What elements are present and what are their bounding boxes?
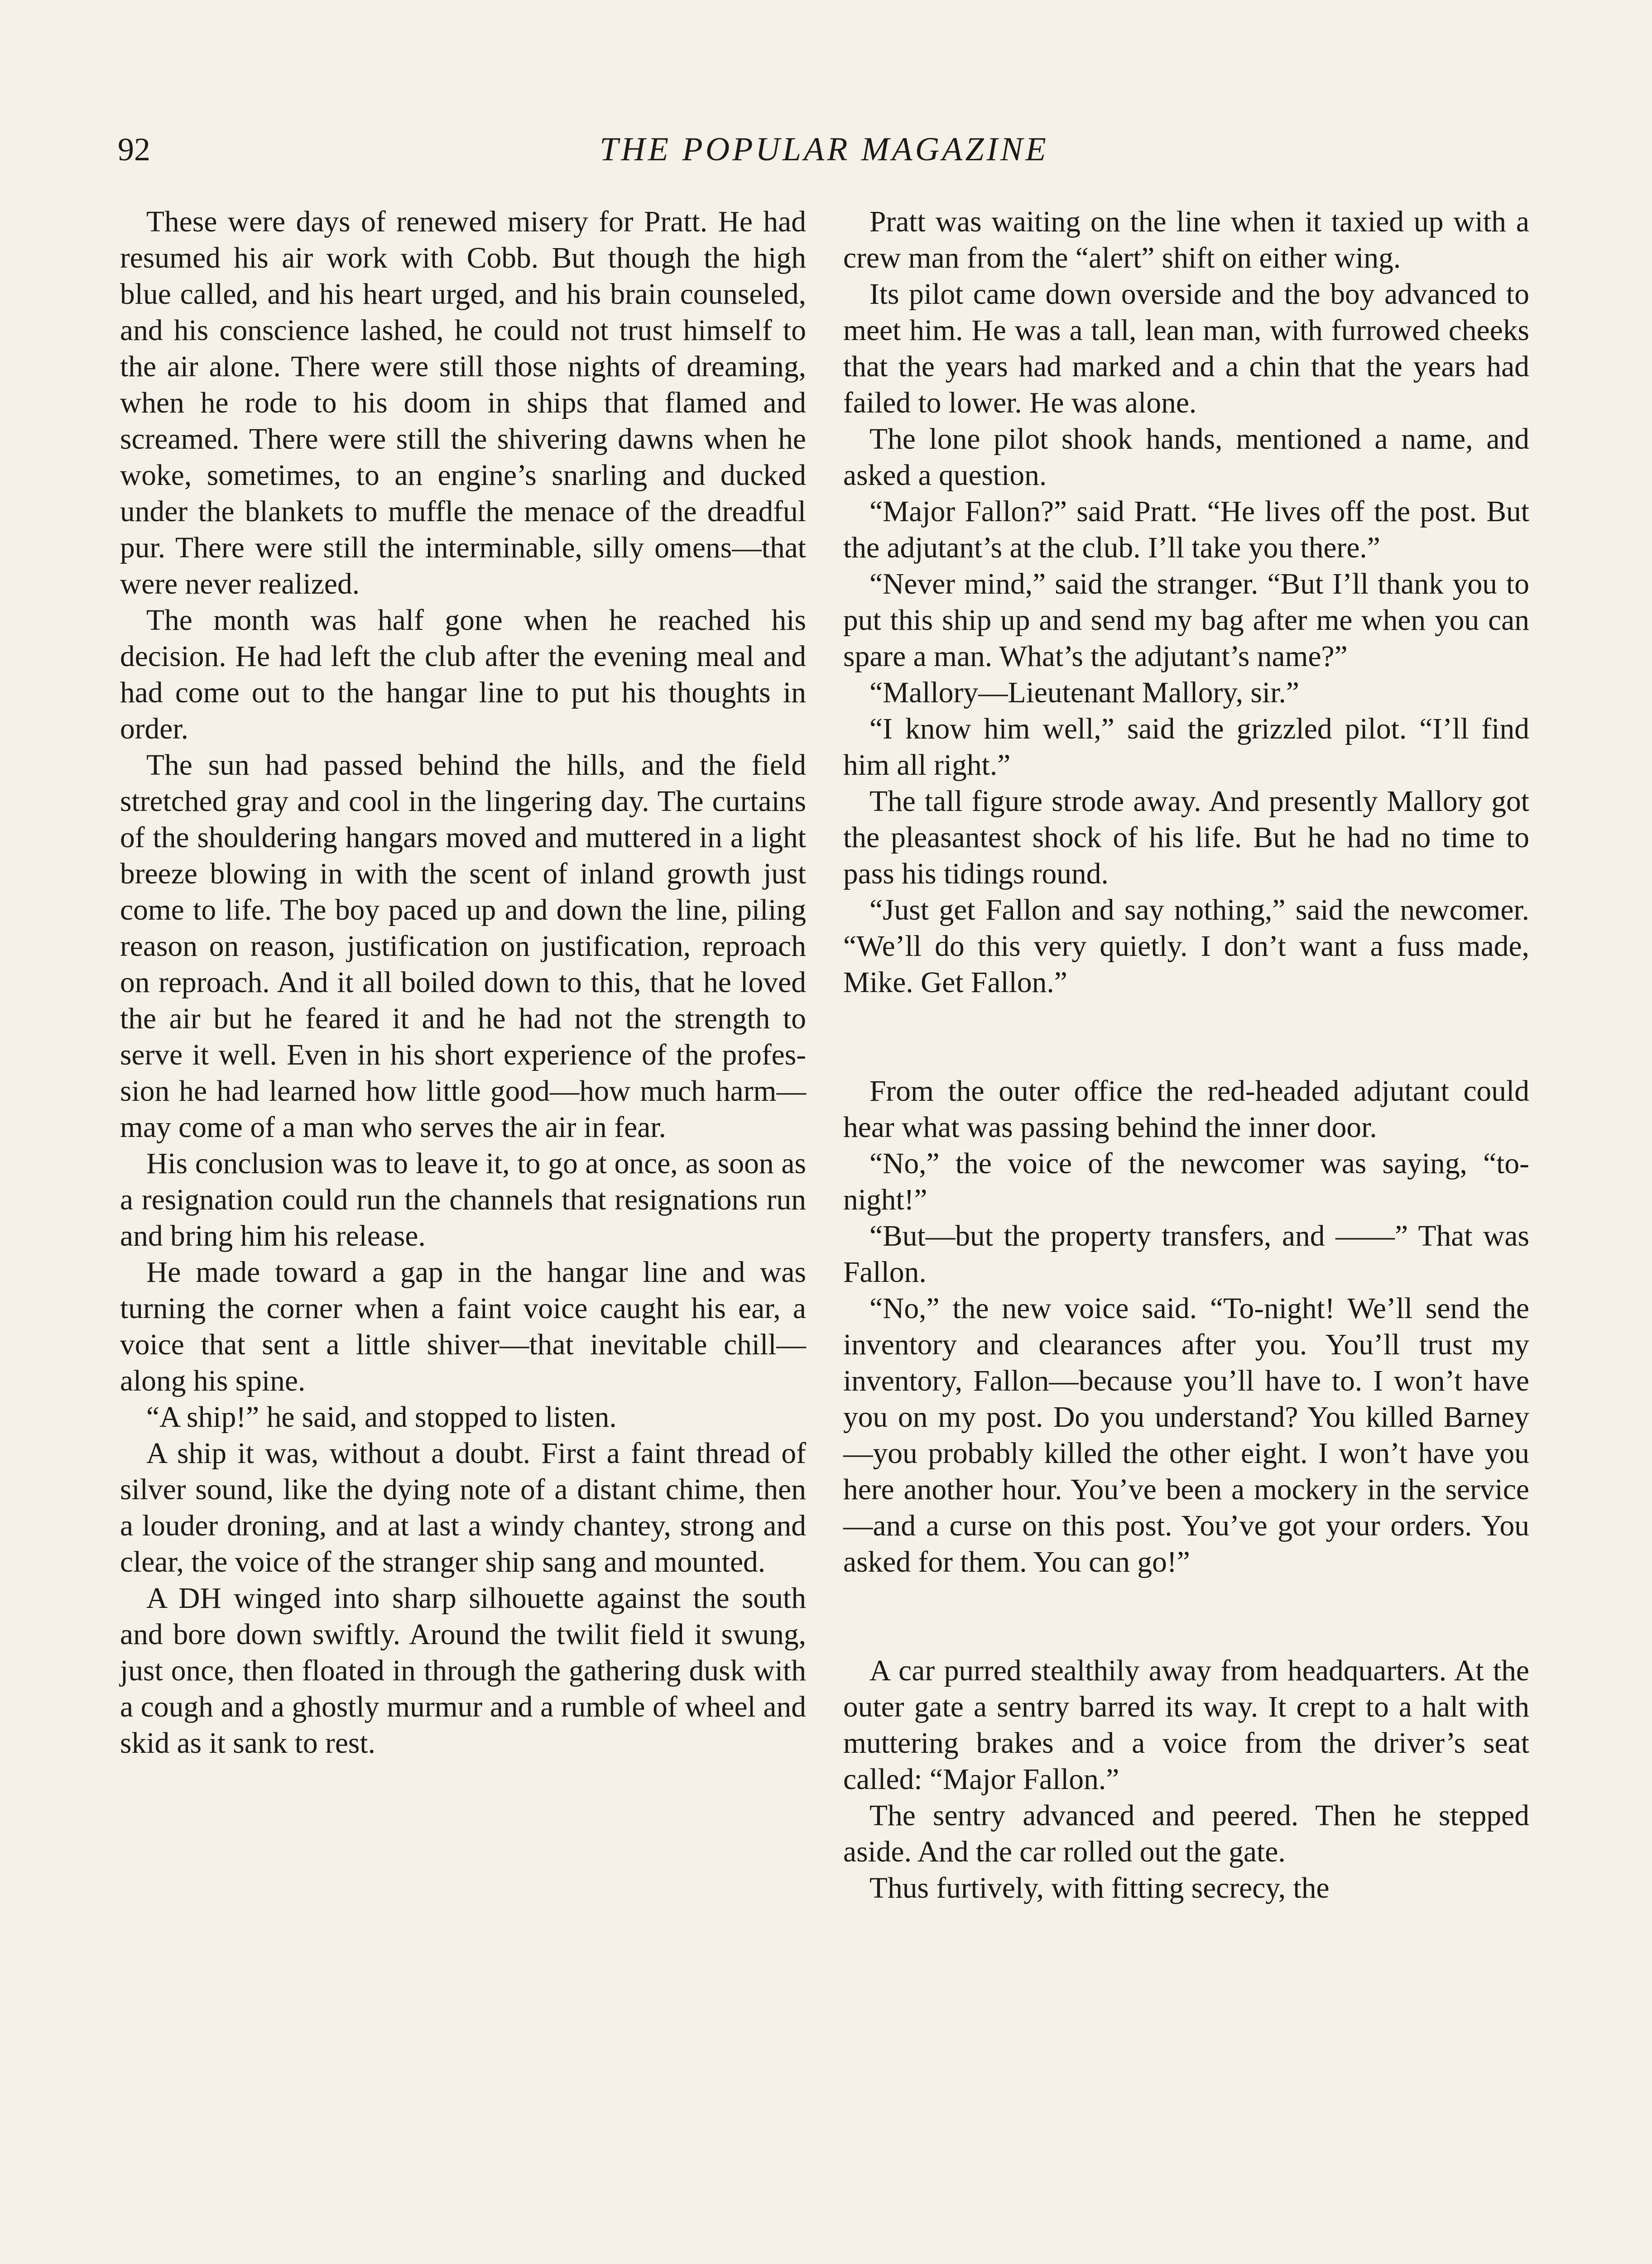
paragraph: “I know him well,” said the grizzled pilot. “I’ll find him all right.” <box>843 713 1529 782</box>
paragraph: The sentry advanced and peered. Then he stepped aside. And the car rolled out the gate. <box>843 1799 1529 1868</box>
section-break <box>843 1001 1529 1073</box>
paragraph: Pratt was waiting on the line when it taxied up with a crew man from the “alert” shift on either wing. <box>843 206 1529 274</box>
paragraph: A car purred stealthily away from headquarters. At the outer gate a sentry barred its way. It crept to a halt with muttering brakes and a voice from the driver’s seat called: “Major Fallon.” <box>843 1655 1529 1796</box>
paragraph: The lone pilot shook hands, mentioned a name, and asked a question. <box>843 423 1529 492</box>
paragraph: “Just get Fallon and say nothing,” said the newcomer. “We’ll do this very quietly. I don’t want a fuss made, Mike. Get Fallon.” <box>843 894 1529 999</box>
paragraph: The sun had passed behind the hills, and the field stretched gray and cool in the lingering day. The curtains of the shouldering hangars moved and muttered in a light breeze blowing in with the scent of inland growth just come to life. The boy paced up and down the line, piling reason on reason, justification on justification, reproach on reproach. And it all boiled down to this, that he loved the air but he feared it and he had not the strength to serve it well. Even in his short experience of the profession he had learned how little good—how much harm—may come of a man who serves the air in fear. <box>120 749 806 1144</box>
paragraph: He made toward a gap in the hangar line and was turning the corner when a faint voice caught his ear, a voice that sent a little shiver—that inevitable chill—along his spine. <box>120 1256 806 1397</box>
paragraph: The month was half gone when he reached his decision. He had left the club after the evening meal and had come out to the hangar line to put his thoughts in order. <box>120 604 806 745</box>
right-column <box>843 204 1529 1906</box>
paragraph: These were days of renewed misery for Pratt. He had resumed his air work with Cobb. But though the high blue called, and his heart urged, and his brain counseled, and his conscience lashed, he could not trust himself to the air alone. There were still those nights of dreaming, when he rode to his doom in ships that flamed and screamed. There were still the shivering dawns when he woke, sometimes, to an engine’s snarling and ducked under the blankets to muffle the menace of the dreadful pur. There were still the interminable, silly omens—that were never realized. <box>120 206 806 600</box>
section-break <box>843 1580 1529 1653</box>
paragraph: A DH winged into sharp silhouette against the south and bore down swiftly. Around the twilit field it swung, just once, then floated in through the gathering dusk with a cough and a ghostly murmur and a rumble of wheel and skid as it sank to rest. <box>120 1582 806 1760</box>
paragraph: “Major Fallon?” said Pratt. “He lives off the post. But the adjutant’s at the club. I’ll take you there.” <box>843 495 1529 564</box>
paragraph: From the outer office the red-headed adjutant could hear what was passing behind the inner door. <box>843 1075 1529 1144</box>
page-header <box>118 122 1531 177</box>
paragraph: “But—but the property transfers, and ——” That was Fallon. <box>843 1220 1529 1289</box>
paragraph: Its pilot came down overside and the boy advanced to meet him. He was a tall, lean man, with furrowed cheeks that the years had marked and a chin that the years had failed to lower. He was alone. <box>843 278 1529 419</box>
paragraph: “No,” the voice of the newcomer was saying, “to-night!” <box>843 1147 1529 1216</box>
paragraph: A ship it was, without a doubt. First a faint thread of silver sound, like the dying note of a distant chime, then a louder droning, and at last a windy chantey, strong and clear, the voice of the stranger ship sang and mounted. <box>120 1437 806 1578</box>
paragraph: The tall figure strode away. And presently Mallory got the pleasantest shock of his life. But he had no time to pass his tidings round. <box>843 785 1529 890</box>
page-number: 92 <box>118 131 150 168</box>
magazine-title: THE POPULAR MAGAZINE <box>600 131 1049 168</box>
paragraph: “A ship!” he said, and stopped to listen. <box>146 1401 617 1434</box>
paragraph: His conclusion was to leave it, to go at once, as soon as a resignation could run the channels that resignations run and bring him his release. <box>120 1147 806 1252</box>
paragraph: “Never mind,” said the stranger. “But I’ll thank you to put this ship up and send my bag after me when you can spare a man. What’s the adjutant’s name?” <box>843 568 1529 673</box>
paragraph: “No,” the new voice said. “To-night! We’ll send the inventory and clearances after you. You’ll trust my inventory, Fallon—because you’ll have to. I won’t have you on my post. Do you understand? You killed Barney—you probably killed the other eight. I won’t have you here another hour. You’ve been a mockery in the service—and a curse on this post. You’ve got your orders. You asked for them. You can go!” <box>843 1292 1529 1578</box>
paragraph: “Mallory—Lieutenant Mallory, sir.” <box>869 676 1299 709</box>
paragraph: Thus furtively, with fitting secrecy, the <box>869 1872 1330 1904</box>
left-column <box>120 204 806 1761</box>
